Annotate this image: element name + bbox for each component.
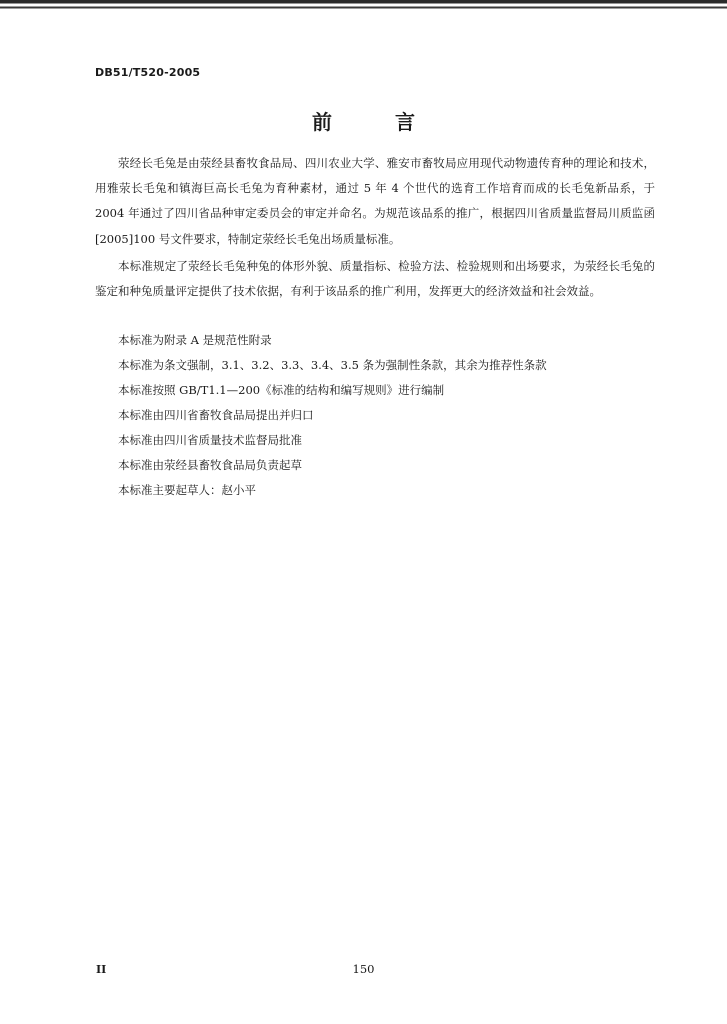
intro-paragraph-1: 荥经长毛兔是由荥经县畜牧食品局、四川农业大学、雅安市畜牧局应用现代动物遗传育种的理论和技术，用雅荥长毛兔和镇海巨高长毛兔为育种素材，通过 5 年 4 个世代的选育工作培育而成的长毛兔新品系，于 2004 年通过了四川省品种审定委员会的审定并命名。为规范该品系的推广，根据四川省质量监督局川质监函[2005]100 号文件要求，特制定荥经长毛兔出场质量标准。 bbox=[95, 156, 655, 246]
statement-approver: 本标准由四川省质量技术监督局批准 bbox=[118, 433, 302, 447]
section-numeral: II bbox=[96, 963, 107, 976]
statement-mandatory-clauses: 本标准为条文强制，3.1、3.2、3.3、3.4、3.5 条为强制性条款，其余为推荐性条款 bbox=[118, 358, 547, 372]
top-border-rule bbox=[0, 0, 727, 14]
statement-main-drafter: 本标准主要起草人：赵小平 bbox=[118, 483, 256, 497]
statement-proposer: 本标准由四川省畜牧食品局提出并归口 bbox=[118, 408, 314, 422]
page-number: 150 bbox=[352, 962, 375, 976]
document-code: DB51/T520-2005 bbox=[95, 66, 201, 79]
page-title: 前 言 bbox=[312, 110, 443, 134]
statement-drafting-unit: 本标准由荥经县畜牧食品局负责起草 bbox=[118, 458, 302, 472]
statement-appendix: 本标准为附录 A 是规范性附录 bbox=[118, 333, 272, 347]
statement-drafting-rules: 本标准按照 GB/T1.1—200《标准的结构和编写规则》进行编制 bbox=[118, 383, 445, 397]
intro-paragraph-2: 本标准规定了荥经长毛兔种兔的体形外貌、质量指标、检验方法、检验规则和出场要求，为荥经长毛兔的鉴定和种兔质量评定提供了技术依据，有利于该品系的推广利用，发挥更大的经济效益和社会效益。 bbox=[95, 259, 655, 299]
